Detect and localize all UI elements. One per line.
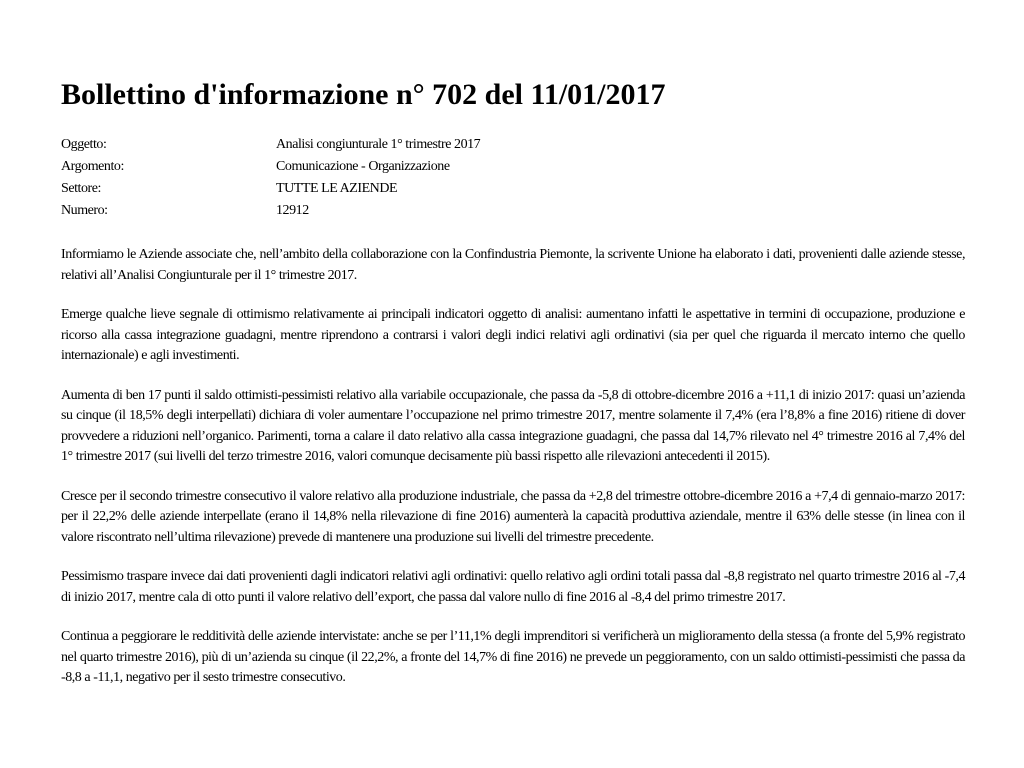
body-paragraph: Emerge qualche lieve segnale di ottimismo relativamente ai principali indicatori oggetto di analisi: aumentano infatti le aspettative in termini di occupazione, produzione e ricorso alla cassa integrazione guadagni, mentre riprendono a contrarsi i valori degli indici relativi agli ordinativi (sia per quel che riguarda il mercato interno che quello internazionale) e agli investimenti. xyxy=(61,307,965,363)
body-paragraph: Pessimismo traspare invece dai dati provenienti dagli indicatori relativi agli ordinativi: quello relativo agli ordini totali passa dal -8,8 registrato nel quarto trimestre 2016 al -7,4 di inizio 2017, mentre cala di otto punti il valore relativo dell’export, che passa dal valore nullo di fine 2016 al -8,4 del primo trimestre 2017. xyxy=(61,569,965,605)
meta-value: Analisi congiunturale 1° trimestre 2017 xyxy=(276,137,481,152)
bulletin-page xyxy=(61,78,965,708)
bulletin-body xyxy=(61,245,965,689)
body-paragraph: Cresce per il secondo trimestre consecutivo il valore relativo alla produzione industriale, che passa da +2,8 del trimestre ottobre-dicembre 2016 a +7,4 di gennaio-marzo 2017: per il 22,2% delle aziende interpellate (erano il 14,8% nella rilevazione di fine 2016) aumenterà la capacità produttiva aziendale, mentre il 63% delle stesse (in linea con il valore riscontrato nell’ultima rilevazione) prevede di mantenere una produzione sui livelli del trimestre precedente. xyxy=(61,488,965,545)
metadata-table xyxy=(61,134,965,222)
body-paragraph: Informiamo le Aziende associate che, nell’ambito della collaborazione con la Confindustria Piemonte, la scrivente Unione ha elaborato i dati, provenienti dalle aziende stesse, relativi all’Analisi Congiunturale per il 1° trimestre 2017. xyxy=(61,247,965,283)
meta-value: TUTTE LE AZIENDE xyxy=(276,181,398,196)
page-title: Bollettino d'informazione n° 702 del 11/01/2017 xyxy=(61,78,666,111)
meta-row-argomento xyxy=(61,156,965,178)
meta-value: Comunicazione - Organizzazione xyxy=(276,159,450,174)
meta-value: 12912 xyxy=(276,203,309,218)
meta-label: Argomento: xyxy=(61,159,124,174)
meta-label: Oggetto: xyxy=(61,137,107,152)
meta-row-numero xyxy=(61,200,965,222)
meta-row-oggetto xyxy=(61,134,965,156)
meta-label: Numero: xyxy=(61,203,108,218)
body-paragraph: Aumenta di ben 17 punti il saldo ottimisti-pessimisti relativo alla variabile occupazionale, che passa da -5,8 di ottobre-dicembre 2016 a +11,1 di inizio 2017: quasi un’azienda su cinque (il 18,5% degli interpellati) dichiara di voler aumentare l’occupazione nel primo trimestre 2017, mentre solamente il 7,4% (era l’8,8% a fine 2016) ritiene di dover provvedere a riduzioni nell’organico. Parimenti, torna a calare il dato relativo alla cassa integrazione guadagni, che passa dal 14,7% rilevato nel 4° trimestre 2016 al 7,4% del 1° trimestre 2017 (sui livelli del terzo trimestre 2016, valori comunque decisamente più bassi rispetto alle rilevazioni antecedenti il 2015). xyxy=(61,387,965,464)
body-paragraph: Continua a peggiorare le redditività delle aziende intervistate: anche se per l’11,1% degli imprenditori si verificherà un miglioramento della stessa (a fronte del 5,9% registrato nel quarto trimestre 2016), più di un’azienda su cinque (il 22,2%, a fronte del 14,7% di fine 2016) ne prevede un peggioramento, con un saldo ottimisti-pessimisti che passa da -8,8 a -11,1, negativo per il sesto trimestre consecutivo. xyxy=(61,629,965,685)
meta-row-settore xyxy=(61,178,965,200)
meta-label: Settore: xyxy=(61,181,101,196)
